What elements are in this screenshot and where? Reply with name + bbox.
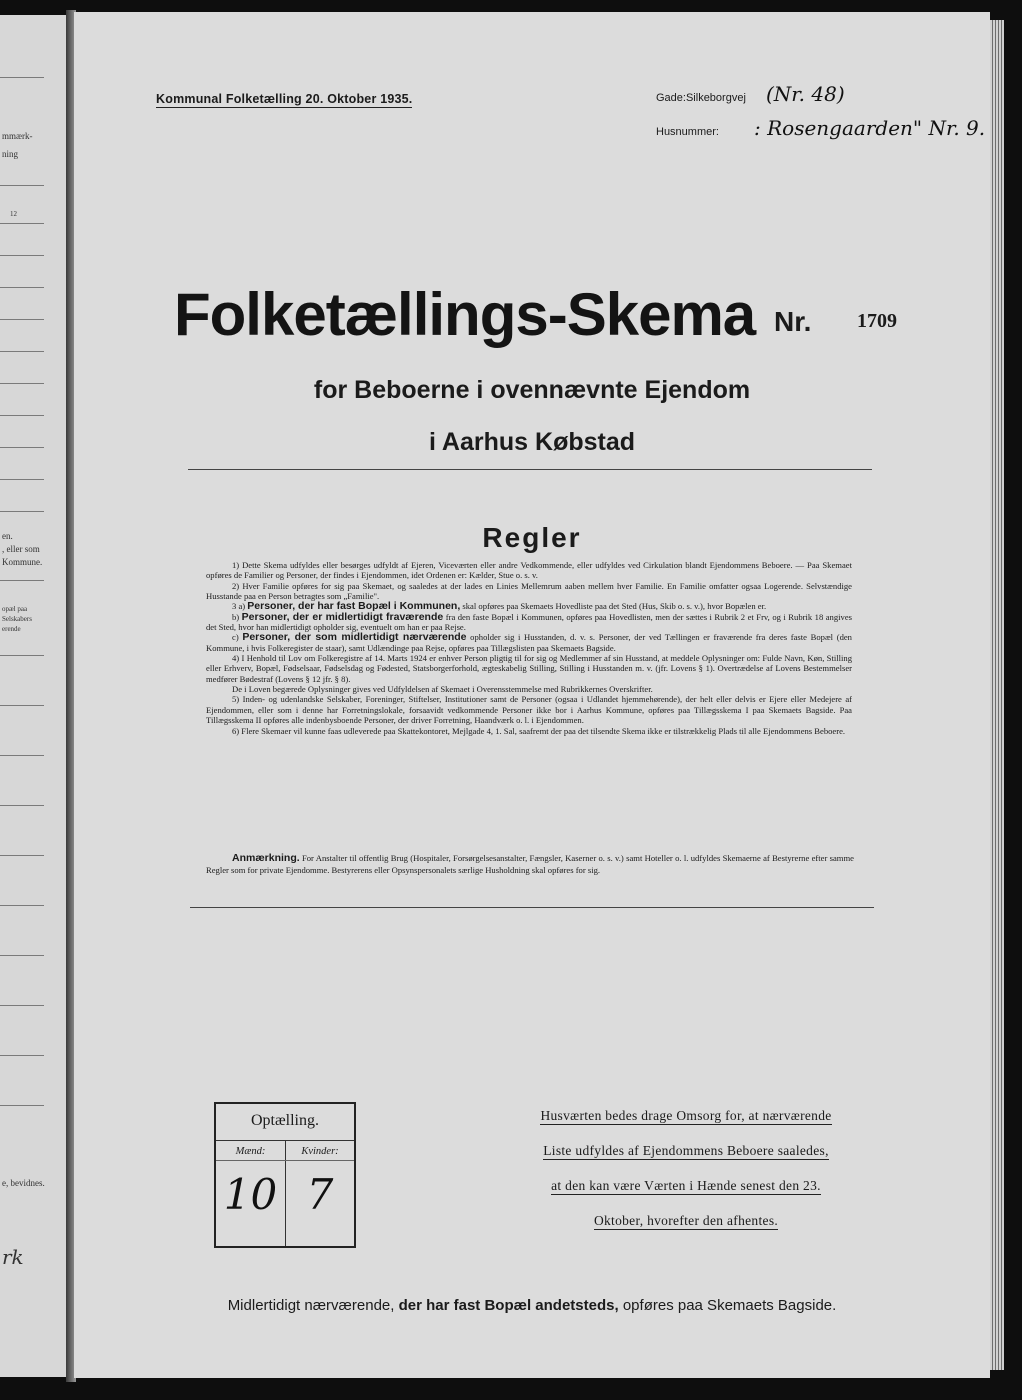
street-label: Gade: <box>656 92 686 104</box>
notice-line-3: at den kan være Værten i Hænde senest den 23. <box>551 1178 821 1193</box>
rule-3b-bold: Personer, der er midlertidigt fraværende <box>241 610 444 623</box>
left-page-fragment: ning <box>2 149 19 159</box>
left-page-rule <box>0 255 44 256</box>
left-page-fragment: e, bevidnes. <box>2 1178 45 1188</box>
left-page-rule <box>0 351 44 352</box>
left-page-edge <box>0 15 69 1377</box>
left-page-rule <box>0 479 44 480</box>
page-stack-edge <box>990 20 1004 1370</box>
form-subtitle-city: i Aarhus Købstad <box>428 428 636 456</box>
form-title: Folketællings-Skema <box>174 281 756 348</box>
left-page-fragment: mmærk- <box>2 131 33 141</box>
rule-3a-bold: Personer, der har fast Bopæl i Kommunen, <box>247 600 461 613</box>
left-page-rule <box>0 1005 44 1006</box>
footer-note <box>74 1297 990 1314</box>
left-page-rule <box>0 905 44 906</box>
notice-line-4: Oktober, hvorefter den afhentes. <box>593 1213 779 1228</box>
form-number-label: Nr. <box>774 306 812 337</box>
count-women-column <box>286 1140 354 1246</box>
census-form-page <box>74 12 990 1378</box>
rules-heading: Regler <box>482 522 582 553</box>
left-page-rule <box>0 1055 44 1056</box>
left-page-rule <box>0 755 44 756</box>
notice-line-1: Husværten bedes drage Omsorg for, at nærværende <box>540 1108 832 1123</box>
left-page-fragment: Kommune. <box>2 557 43 567</box>
count-box <box>214 1102 356 1248</box>
rules-text <box>206 560 852 736</box>
rule-6: 6) Flere Skemaer vil kunne faas udleverede paa Skattekontoret, Mejlgade 4, 1. Sal, saafremt der paa det tilsendte Skema ikke er tilstrækkelig Plads til alle Ejendommens Beboere. <box>232 725 846 736</box>
remark-text: For Anstalter til offentlig Brug (Hospitaler, Forsørgelsesanstalter, Fængsler, Kaserner o. s. v.) samt Hoteller o. l. udfyldes Skemaerne af Bestyrerne efter samme Regler som for private Ejendomme. Bestyrerens eller Opsynspersonalets særlige Husholdning skal opføres for sig. <box>206 853 854 875</box>
rule-3a-lead: 3 a) <box>232 601 246 612</box>
left-page-rule <box>0 580 44 581</box>
form-number-value: 1709 <box>857 310 897 332</box>
rule-3a-rest: skal opføres paa Skemaets Hovedliste paa det Sted (Hus, Skib o. s. v.), hvor Bopælen er. <box>462 601 767 612</box>
notice-line <box>514 1143 858 1178</box>
rule-3c-lead: c) <box>232 632 239 643</box>
left-page-rule <box>0 1105 44 1106</box>
count-box-rule <box>216 1160 354 1161</box>
left-page-rule <box>0 805 44 806</box>
remark-paragraph <box>206 852 854 876</box>
left-page-rule <box>0 319 44 320</box>
rule-3b-rest: fra den faste Bopæl i Kommunen, opføres paa Hovedlisten, men der sættes i Rubrik 2 et Frv, og i Rubrik 18 angives det Sted, hvor han midlertidigt opholder sig, eventuelt om han er paa Rejse. <box>206 611 852 633</box>
notice-line <box>514 1108 858 1143</box>
rule-4: 4) I Henhold til Lov om Folkeregistre af 14. Marts 1924 er enhver Person pligtig til for sig og Medlemmer af sin Husstand, at meddele Oplysninger om: Fulde Navn, Køn, Stilling eller Erhverv, Bopæl, Fødselsaar, Fødselsdag og Fødested, Statsborgerforhold, ægteskabelig Stilling, Stilling i Husstanden m. v. (jfr. Lovens § 1). Overtrædelse af Lovens Bestemmelser medfører Bødestraf (Lovens § 12 jfr. § 8). <box>206 653 852 684</box>
rule-3c-rest: opholder sig i Husstanden, d. v. s. Personer, der ved Tællingen er fraværende fra deres faste Bopæl (den Kommune, i hvis Folkeregister de staar), samt Udlændinge paa Rejse, opføres paa Tillægslisten paa Skemaets Bagside. <box>206 632 852 653</box>
street-printed-value: Silkeborgvej <box>685 92 746 104</box>
left-page-rule <box>0 447 44 448</box>
left-page-rule <box>0 185 44 186</box>
footer-part-1: Midlertidigt nærværende, <box>227 1297 395 1314</box>
left-page-fragment: , eller som <box>2 544 40 554</box>
street-field <box>656 92 746 104</box>
rule-5: 5) Inden- og udenlandske Selskaber, Foreninger, Stiftelser, Institutioner samt de Personer (ogsaa i Udlandet hjemmehørende), der helt eller delvis er Ejere eller Medejere af Ejendommen, eller som i denne har Forretningslokale, forsaavidt vedkommende Personer ikke bor i Aarhus Kommune, opføres paa Tillægsskema I paa Skemaets Bagside. Paa Tillægsskema II opføres alle indenbysboende Personer, der driver Forretning, Haandværk o. l. i Ejendommen. <box>206 694 852 726</box>
left-page-rule <box>0 955 44 956</box>
count-men-value: 10 <box>223 1170 278 1219</box>
left-page-rule <box>0 415 44 416</box>
divider <box>188 469 872 470</box>
rule-2: 2) Hver Familie opføres for sig paa Skemaet, og saaledes at der lades en Linies Mellemrum aaben mellem hver Familie. En Familie omfatter ogsaa Logerende. Selvstændige Husstande paa en Person betragtes som „Familie". <box>206 580 852 602</box>
landlord-notice <box>514 1108 858 1248</box>
left-page-fragment: erende <box>2 625 21 633</box>
count-men-column <box>216 1140 286 1246</box>
street-handwritten-value: (Nr. 48) <box>766 82 845 106</box>
left-page-rule <box>0 223 44 224</box>
rule-3c <box>206 632 852 653</box>
left-page-rule <box>0 705 44 706</box>
rule-4b: De i Loven begærede Oplysninger gives ved Udfyldelsen af Skemaet i Overensstemmelse med Rubrikkernes Overskrifter. <box>232 684 653 695</box>
left-page-fragment: Selskabers <box>2 615 32 623</box>
left-page-rule <box>0 77 44 78</box>
count-women-value: 7 <box>306 1170 334 1219</box>
notice-line-2: Liste udfyldes af Ejendommens Beboere saaledes, <box>543 1143 829 1158</box>
form-subtitle-residents: for Beboerne i ovennævnte Ejendom <box>313 376 751 404</box>
left-page-rule <box>0 383 44 384</box>
left-page-fragment: en. <box>2 531 13 541</box>
left-page-rule <box>0 655 44 656</box>
left-page-fragment: 12 <box>10 210 17 218</box>
house-number-handwritten-value: : Rosengaarden" Nr. 9. <box>754 116 986 140</box>
rule-3b <box>206 612 852 633</box>
notice-line <box>514 1178 858 1213</box>
left-page-rule <box>0 855 44 856</box>
remark-section <box>206 852 854 876</box>
footer-part-3: opføres paa Skemaets Bagside. <box>622 1297 837 1314</box>
left-page-fragment: opæl paa <box>2 605 28 613</box>
notice-line <box>514 1213 858 1248</box>
divider <box>190 907 874 908</box>
rule-3b-lead: b) <box>232 611 240 622</box>
left-page-signature: rk <box>2 1245 24 1269</box>
census-header: Kommunal Folketælling 20. Oktober 1935. <box>156 92 413 106</box>
left-page-rule <box>0 287 44 288</box>
count-men-label: Mænd: <box>235 1146 266 1157</box>
rule-3c-bold: Personer, der som midlertidigt nærværende <box>242 631 467 644</box>
house-number-label: Husnummer: <box>656 126 719 138</box>
count-box-title: Optælling. <box>216 1104 354 1141</box>
remark-label: Anmærkning. <box>232 852 300 864</box>
rule-1: 1) Dette Skema udfyldes eller besørges udfyldt af Ejeren, Viceværten eller andre Vedkommende, eller udfyldes ved Cirkulation blandt Ejendommens Beboere. — Paa Skemaet opføres de Familier og Personer, der findes i Ejendommen, idet Ordenen er: Kælder, Stue o. s. v. <box>206 560 852 581</box>
count-women-label: Kvinder: <box>301 1146 339 1157</box>
left-page-rule <box>0 511 44 512</box>
footer-part-2: der har fast Bopæl andetsteds, <box>398 1297 619 1314</box>
